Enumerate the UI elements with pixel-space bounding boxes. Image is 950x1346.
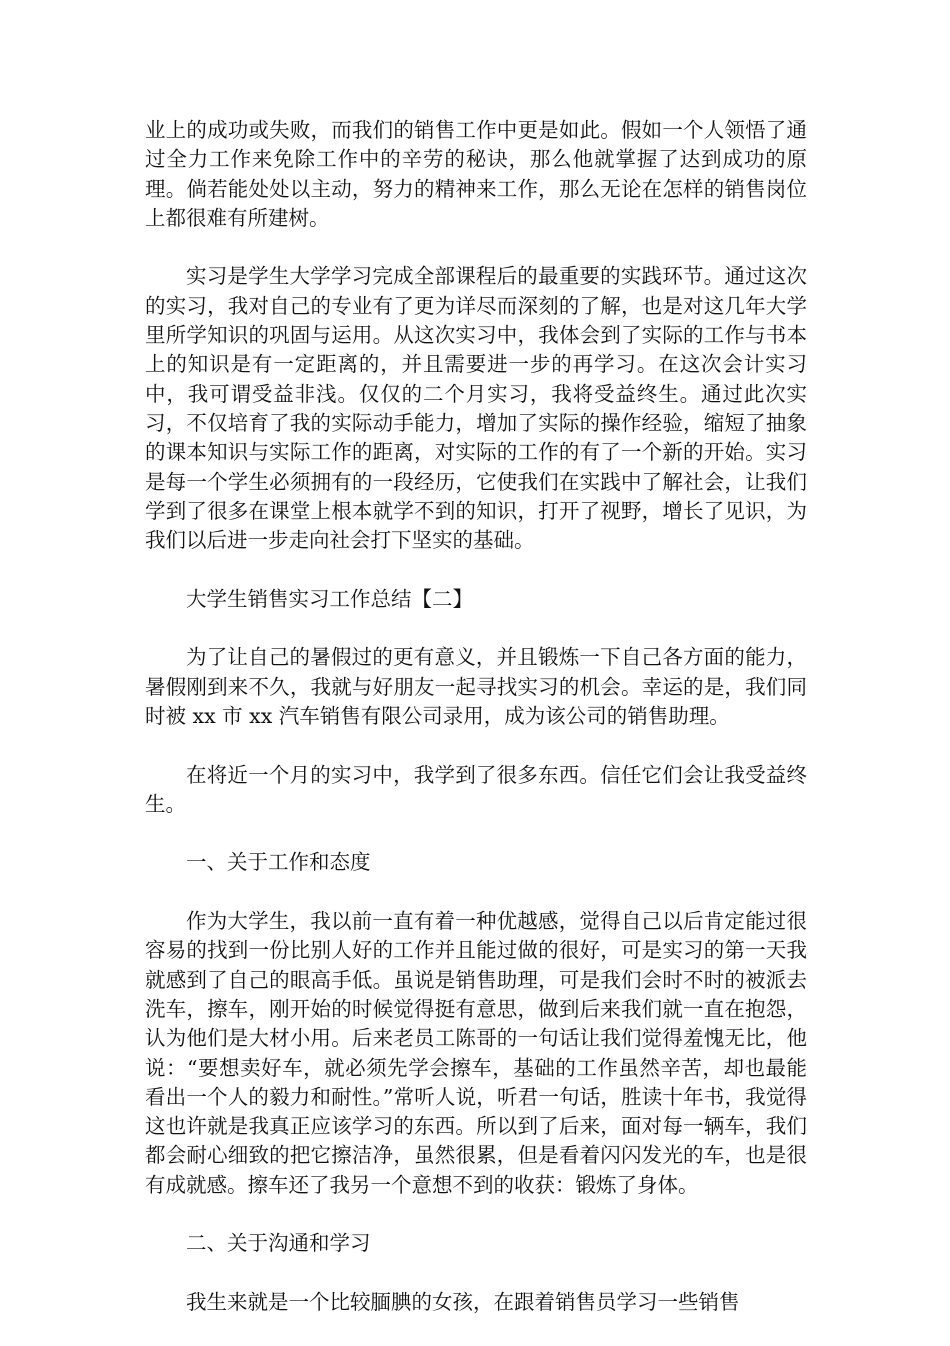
section-title-summary-two: 大学生销售实习工作总结【二】 — [186, 586, 473, 611]
paragraph-learned-much: 在将近一个月的实习中，我学到了很多东西。信任它们会让我受益终生。 — [145, 762, 807, 816]
paragraph-continued: 业上的成功或失败，而我们的销售工作中更是如此。假如一个人领悟了通过全力工作来免除工作中的辛劳的秘诀，那么他就掌握了达到成功的原理。倘若能处处以主动，努力的精神来工作，那么无论在怎样的销售岗位上都很难有所建树。 — [145, 118, 807, 230]
paragraph-work-attitude: 作为大学生，我以前一直有着一种优越感，觉得自己以后肯定能过很容易的找到一份比别人好的工作并且能过做的很好，可是实习的第一天我就感到了自己的眼高手低。虽说是销售助理，可是我们会时不时的被派去洗车，擦车，刚开始的时候觉得挺有意思，做到后来我们就一直在抱怨，认为他们是大材小用。后来老员工陈哥的一句话让我们觉得羞愧无比，他说：“要想卖好车，就必须先学会擦车，基础的工作虽然辛苦，却也最能看出一个人的毅力和耐性。”常听人说，听君一句话，胜读十年书，我觉得这也许就是我真正应该学习的东西。所以到了后来，面对每一辆车，我们都会耐心细致的把它擦洁净，虽然很累，但是看着闪闪发光的车，也是很有成就感。擦车还了我另一个意想不到的收获：锻炼了身体。 — [145, 909, 807, 1197]
subheading-communication-learning: 二、关于沟通和学习 — [186, 1231, 371, 1256]
paragraph-internship-significance: 实习是学生大学学习完成全部课程后的最重要的实践环节。通过这次的实习，我对自己的专业有了更为详尽而深刻的了解，也是对这几年大学里所学知识的巩固与运用。从这次实习中，我体会到了实际的工作与书本上的知识是有一定距离的，并且需要进一步的再学习。在这次会计实习中，我可谓受益非浅。仅仅的二个月实习，我将受益终生。通过此次实习，不仅培育了我的实际动手能力，增加了实际的操作经验，缩短了抽象的课本知识与实际工作的距离，对实际的工作的有了一个新的开始。实习是每一个学生必须拥有的一段经历，它使我们在实践中了解社会，让我们学到了很多在课堂上根本就学不到的知识，打开了视野，增长了见识，为我们以后进一步走向社会打下坚实的基础。 — [145, 264, 807, 553]
document-body — [145, 116, 807, 1346]
subheading-work-attitude: 一、关于工作和态度 — [186, 850, 371, 875]
paragraph-internship-start: 为了让自己的暑假过的更有意义，并且锻炼一下自己各方面的能力，暑假刚到来不久，我就与好朋友一起寻找实习的机会。幸运的是，我们同时被 xx 市 xx 汽车销售有限公司录用，成为该公司的销售助理。 — [145, 645, 807, 728]
paragraph-communication-start: 我生来就是一个比较腼腆的女孩，在跟着销售员学习一些销售 — [186, 1289, 740, 1314]
